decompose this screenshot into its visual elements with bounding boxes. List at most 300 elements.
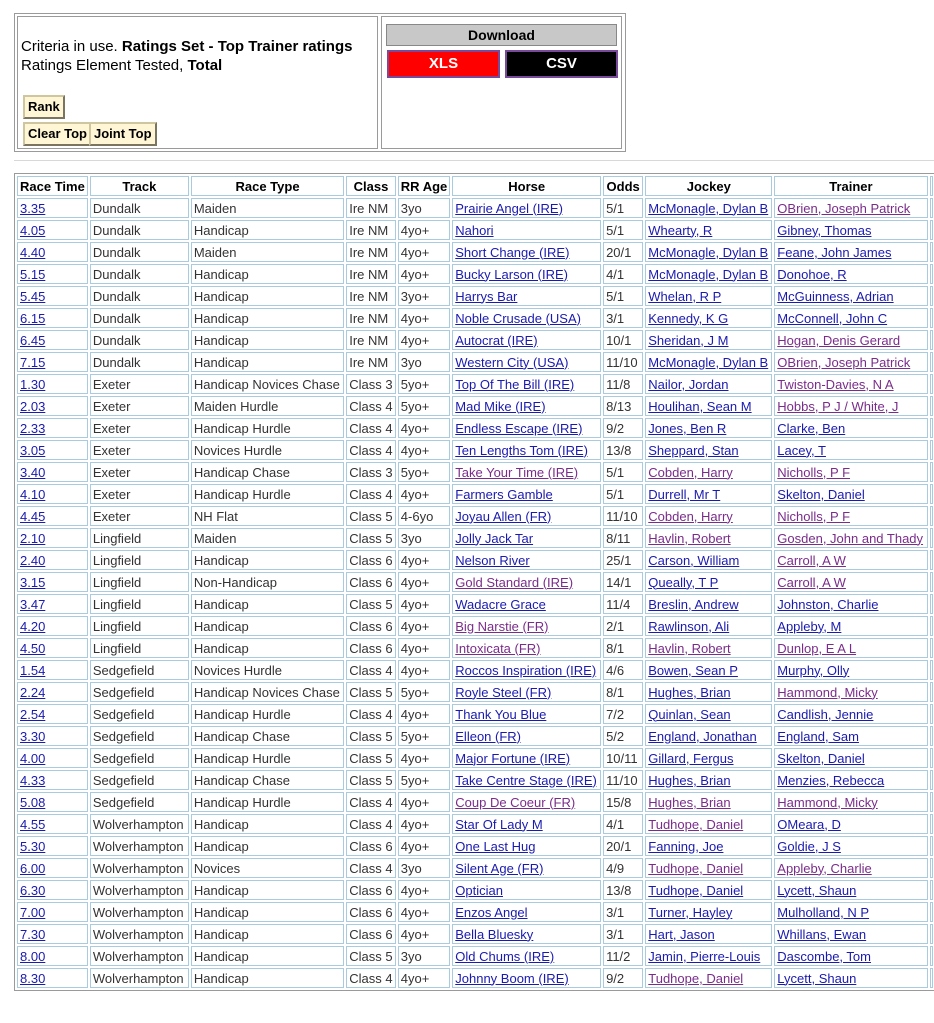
- cell-horse[interactable]: [452, 440, 601, 460]
- cell-trainer[interactable]: [774, 418, 927, 438]
- cell-race-time[interactable]: [17, 704, 88, 724]
- cell-race-time[interactable]: [17, 682, 88, 702]
- cell-horse[interactable]: [452, 396, 601, 416]
- cell-jockey[interactable]: [645, 220, 772, 240]
- trainer-link[interactable]: Whillans, Ewan: [777, 926, 867, 942]
- cell-trainer[interactable]: [774, 506, 927, 526]
- cell-jockey[interactable]: [645, 748, 772, 768]
- jockey-link[interactable]: Cobden, Harry: [648, 464, 733, 480]
- cell-jockey[interactable]: [645, 638, 772, 658]
- cell-trainer[interactable]: [774, 946, 927, 966]
- cell-horse[interactable]: [452, 924, 601, 944]
- cell-race-time[interactable]: [17, 594, 88, 614]
- cell-trainer[interactable]: [774, 924, 927, 944]
- rank-button[interactable]: Rank: [23, 95, 65, 119]
- col-header-odds[interactable]: Odds: [603, 176, 643, 196]
- jockey-link[interactable]: Tudhope, Daniel: [648, 860, 744, 876]
- cell-trainer[interactable]: [774, 220, 927, 240]
- trainer-link[interactable]: McConnell, John C: [777, 310, 888, 326]
- trainer-link[interactable]: Appleby, M: [777, 618, 842, 634]
- trainer-link[interactable]: Menzies, Rebecca: [777, 772, 885, 788]
- race-time-link[interactable]: 2.24: [20, 684, 46, 700]
- trainer-link[interactable]: Carroll, A W: [777, 574, 846, 590]
- cell-jockey[interactable]: [645, 528, 772, 548]
- cell-horse[interactable]: [452, 286, 601, 306]
- trainer-link[interactable]: Lacey, T: [777, 442, 826, 458]
- cell-jockey[interactable]: [645, 968, 772, 988]
- cell-race-time[interactable]: [17, 748, 88, 768]
- cell-horse[interactable]: [452, 594, 601, 614]
- trainer-link[interactable]: Hammond, Micky: [777, 684, 878, 700]
- cell-horse[interactable]: [452, 748, 601, 768]
- trainer-link[interactable]: Goldie, J S: [777, 838, 841, 854]
- race-time-link[interactable]: 6.30: [20, 882, 46, 898]
- cell-jockey[interactable]: [645, 418, 772, 438]
- horse-link[interactable]: Mad Mike (IRE): [455, 398, 546, 414]
- horse-link[interactable]: Farmers Gamble: [455, 486, 553, 502]
- jockey-link[interactable]: Havlin, Robert: [648, 530, 731, 546]
- clear-top-button[interactable]: Clear Top: [23, 122, 92, 146]
- horse-link[interactable]: Intoxicata (FR): [455, 640, 541, 656]
- trainer-link[interactable]: Donohoe, R: [777, 266, 847, 282]
- cell-jockey[interactable]: [645, 836, 772, 856]
- race-time-link[interactable]: 4.55: [20, 816, 46, 832]
- trainer-link[interactable]: Dascombe, Tom: [777, 948, 871, 964]
- cell-trainer[interactable]: [774, 616, 927, 636]
- col-header-race-type[interactable]: Race Type: [191, 176, 344, 196]
- cell-jockey[interactable]: [645, 792, 772, 812]
- trainer-link[interactable]: Appleby, Charlie: [777, 860, 872, 876]
- horse-link[interactable]: Joyau Allen (FR): [455, 508, 552, 524]
- cell-horse[interactable]: [452, 308, 601, 328]
- cell-jockey[interactable]: [645, 440, 772, 460]
- trainer-link[interactable]: Nicholls, P F: [777, 464, 851, 480]
- cell-jockey[interactable]: [645, 704, 772, 724]
- cell-horse[interactable]: [452, 242, 601, 262]
- horse-link[interactable]: Take Centre Stage (IRE): [455, 772, 597, 788]
- cell-jockey[interactable]: [645, 308, 772, 328]
- cell-jockey[interactable]: [645, 264, 772, 284]
- trainer-link[interactable]: Twiston-Davies, N A: [777, 376, 894, 392]
- cell-trainer[interactable]: [774, 814, 927, 834]
- cell-race-time[interactable]: [17, 396, 88, 416]
- cell-trainer[interactable]: [774, 902, 927, 922]
- horse-link[interactable]: Short Change (IRE): [455, 244, 570, 260]
- race-time-link[interactable]: 2.40: [20, 552, 46, 568]
- cell-jockey[interactable]: [645, 484, 772, 504]
- race-time-link[interactable]: 6.00: [20, 860, 46, 876]
- cell-horse[interactable]: [452, 374, 601, 394]
- jockey-link[interactable]: Jones, Ben R: [648, 420, 727, 436]
- cell-jockey[interactable]: [645, 858, 772, 878]
- cell-trainer[interactable]: [774, 748, 927, 768]
- jockey-link[interactable]: Nailor, Jordan: [648, 376, 729, 392]
- joint-top-button[interactable]: Joint Top: [89, 122, 157, 146]
- jockey-link[interactable]: Fanning, Joe: [648, 838, 724, 854]
- cell-trainer[interactable]: [774, 968, 927, 988]
- race-time-link[interactable]: 4.00: [20, 750, 46, 766]
- cell-trainer[interactable]: [774, 374, 927, 394]
- jockey-link[interactable]: Hart, Jason: [648, 926, 715, 942]
- horse-link[interactable]: Gold Standard (IRE): [455, 574, 574, 590]
- cell-horse[interactable]: [452, 616, 601, 636]
- race-time-link[interactable]: 8.00: [20, 948, 46, 964]
- cell-race-time[interactable]: [17, 264, 88, 284]
- cell-race-time[interactable]: [17, 814, 88, 834]
- cell-horse[interactable]: [452, 946, 601, 966]
- cell-race-time[interactable]: [17, 418, 88, 438]
- race-time-link[interactable]: 3.30: [20, 728, 46, 744]
- cell-jockey[interactable]: [645, 946, 772, 966]
- cell-trainer[interactable]: [774, 308, 927, 328]
- horse-link[interactable]: Roccos Inspiration (IRE): [455, 662, 597, 678]
- race-time-link[interactable]: 3.40: [20, 464, 46, 480]
- xls-download-button[interactable]: XLS: [387, 50, 500, 78]
- race-time-link[interactable]: 3.05: [20, 442, 46, 458]
- horse-link[interactable]: Major Fortune (IRE): [455, 750, 571, 766]
- horse-link[interactable]: Noble Crusade (USA): [455, 310, 581, 326]
- cell-race-time[interactable]: [17, 484, 88, 504]
- cell-jockey[interactable]: [645, 242, 772, 262]
- trainer-link[interactable]: Hobbs, P J / White, J: [777, 398, 899, 414]
- jockey-link[interactable]: McMonagle, Dylan B: [648, 244, 769, 260]
- col-header-track[interactable]: Track: [90, 176, 189, 196]
- cell-race-time[interactable]: [17, 836, 88, 856]
- trainer-link[interactable]: Hammond, Micky: [777, 794, 878, 810]
- race-time-link[interactable]: 3.35: [20, 200, 46, 216]
- cell-trainer[interactable]: [774, 638, 927, 658]
- race-time-link[interactable]: 5.08: [20, 794, 46, 810]
- cell-race-time[interactable]: [17, 198, 88, 218]
- col-header-trainer[interactable]: Trainer: [774, 176, 927, 196]
- jockey-link[interactable]: Sheridan, J M: [648, 332, 729, 348]
- horse-link[interactable]: Wadacre Grace: [455, 596, 546, 612]
- horse-link[interactable]: Optician: [455, 882, 503, 898]
- race-time-link[interactable]: 4.33: [20, 772, 46, 788]
- cell-race-time[interactable]: [17, 572, 88, 592]
- cell-trainer[interactable]: [774, 792, 927, 812]
- jockey-link[interactable]: Kennedy, K G: [648, 310, 729, 326]
- horse-link[interactable]: Ten Lengths Tom (IRE): [455, 442, 588, 458]
- jockey-link[interactable]: Durrell, Mr T: [648, 486, 721, 502]
- race-time-link[interactable]: 4.10: [20, 486, 46, 502]
- trainer-link[interactable]: Mulholland, N P: [777, 904, 870, 920]
- cell-jockey[interactable]: [645, 770, 772, 790]
- cell-race-time[interactable]: [17, 616, 88, 636]
- race-time-link[interactable]: 4.20: [20, 618, 46, 634]
- cell-race-time[interactable]: [17, 286, 88, 306]
- race-time-link[interactable]: 2.54: [20, 706, 46, 722]
- race-time-link[interactable]: 8.30: [20, 970, 46, 986]
- jockey-link[interactable]: Tudhope, Daniel: [648, 882, 744, 898]
- jockey-link[interactable]: Carson, William: [648, 552, 740, 568]
- trainer-link[interactable]: Clarke, Ben: [777, 420, 846, 436]
- jockey-link[interactable]: Tudhope, Daniel: [648, 970, 744, 986]
- cell-race-time[interactable]: [17, 638, 88, 658]
- race-time-link[interactable]: 5.15: [20, 266, 46, 282]
- horse-link[interactable]: Jolly Jack Tar: [455, 530, 534, 546]
- horse-link[interactable]: Coup De Coeur (FR): [455, 794, 576, 810]
- trainer-link[interactable]: Skelton, Daniel: [777, 750, 865, 766]
- cell-jockey[interactable]: [645, 616, 772, 636]
- horse-link[interactable]: Johnny Boom (IRE): [455, 970, 569, 986]
- race-time-link[interactable]: 7.15: [20, 354, 46, 370]
- cell-horse[interactable]: [452, 330, 601, 350]
- jockey-link[interactable]: Tudhope, Daniel: [648, 816, 744, 832]
- cell-jockey[interactable]: [645, 660, 772, 680]
- cell-race-time[interactable]: [17, 924, 88, 944]
- cell-trainer[interactable]: [774, 858, 927, 878]
- cell-race-time[interactable]: [17, 220, 88, 240]
- cell-race-time[interactable]: [17, 352, 88, 372]
- col-header-jockey[interactable]: Jockey: [645, 176, 772, 196]
- cell-horse[interactable]: [452, 462, 601, 482]
- horse-link[interactable]: Autocrat (IRE): [455, 332, 538, 348]
- horse-link[interactable]: Star Of Lady M: [455, 816, 543, 832]
- cell-horse[interactable]: [452, 198, 601, 218]
- cell-horse[interactable]: [452, 550, 601, 570]
- jockey-link[interactable]: England, Jonathan: [648, 728, 757, 744]
- cell-horse[interactable]: [452, 968, 601, 988]
- cell-race-time[interactable]: [17, 660, 88, 680]
- cell-horse[interactable]: [452, 638, 601, 658]
- cell-jockey[interactable]: [645, 286, 772, 306]
- horse-link[interactable]: Elleon (FR): [455, 728, 522, 744]
- race-time-link[interactable]: 4.50: [20, 640, 46, 656]
- horse-link[interactable]: One Last Hug: [455, 838, 536, 854]
- horse-link[interactable]: Prairie Angel (IRE): [455, 200, 563, 216]
- cell-jockey[interactable]: [645, 198, 772, 218]
- col-header-rr-age[interactable]: RR Age: [398, 176, 450, 196]
- cell-jockey[interactable]: [645, 506, 772, 526]
- cell-trainer[interactable]: [774, 440, 927, 460]
- jockey-link[interactable]: Hughes, Brian: [648, 794, 731, 810]
- cell-horse[interactable]: [452, 660, 601, 680]
- race-time-link[interactable]: 2.33: [20, 420, 46, 436]
- race-time-link[interactable]: 3.15: [20, 574, 46, 590]
- cell-trainer[interactable]: [774, 484, 927, 504]
- trainer-link[interactable]: McGuinness, Adrian: [777, 288, 894, 304]
- jockey-link[interactable]: Hughes, Brian: [648, 684, 731, 700]
- cell-trainer[interactable]: [774, 462, 927, 482]
- cell-horse[interactable]: [452, 418, 601, 438]
- cell-horse[interactable]: [452, 572, 601, 592]
- jockey-link[interactable]: McMonagle, Dylan B: [648, 266, 769, 282]
- jockey-link[interactable]: McMonagle, Dylan B: [648, 200, 769, 216]
- horse-link[interactable]: Harrys Bar: [455, 288, 518, 304]
- cell-jockey[interactable]: [645, 880, 772, 900]
- col-header-race-time[interactable]: Race Time: [17, 176, 88, 196]
- jockey-link[interactable]: Bowen, Sean P: [648, 662, 738, 678]
- cell-race-time[interactable]: [17, 792, 88, 812]
- col-header-horse[interactable]: Horse: [452, 176, 601, 196]
- race-time-link[interactable]: 6.45: [20, 332, 46, 348]
- cell-horse[interactable]: [452, 220, 601, 240]
- trainer-link[interactable]: Feane, John James: [777, 244, 892, 260]
- horse-link[interactable]: Enzos Angel: [455, 904, 528, 920]
- trainer-link[interactable]: Carroll, A W: [777, 552, 846, 568]
- cell-horse[interactable]: [452, 264, 601, 284]
- jockey-link[interactable]: Sheppard, Stan: [648, 442, 739, 458]
- cell-race-time[interactable]: [17, 968, 88, 988]
- cell-jockey[interactable]: [645, 814, 772, 834]
- cell-jockey[interactable]: [645, 726, 772, 746]
- cell-horse[interactable]: [452, 858, 601, 878]
- cell-jockey[interactable]: [645, 462, 772, 482]
- horse-link[interactable]: Take Your Time (IRE): [455, 464, 579, 480]
- jockey-link[interactable]: Havlin, Robert: [648, 640, 731, 656]
- cell-jockey[interactable]: [645, 352, 772, 372]
- cell-trainer[interactable]: [774, 726, 927, 746]
- horse-link[interactable]: Bella Bluesky: [455, 926, 534, 942]
- cell-race-time[interactable]: [17, 880, 88, 900]
- cell-horse[interactable]: [452, 880, 601, 900]
- cell-horse[interactable]: [452, 726, 601, 746]
- trainer-link[interactable]: OBrien, Joseph Patrick: [777, 354, 911, 370]
- cell-jockey[interactable]: [645, 374, 772, 394]
- cell-trainer[interactable]: [774, 352, 927, 372]
- col-header-class[interactable]: Class: [346, 176, 396, 196]
- cell-trainer[interactable]: [774, 770, 927, 790]
- jockey-link[interactable]: Jamin, Pierre-Louis: [648, 948, 761, 964]
- cell-trainer[interactable]: [774, 836, 927, 856]
- cell-jockey[interactable]: [645, 572, 772, 592]
- race-time-link[interactable]: 7.00: [20, 904, 46, 920]
- trainer-link[interactable]: Lycett, Shaun: [777, 882, 857, 898]
- cell-trainer[interactable]: [774, 594, 927, 614]
- trainer-link[interactable]: Candlish, Jennie: [777, 706, 874, 722]
- cell-horse[interactable]: [452, 836, 601, 856]
- cell-race-time[interactable]: [17, 550, 88, 570]
- horse-link[interactable]: Western City (USA): [455, 354, 569, 370]
- horse-link[interactable]: Royle Steel (FR): [455, 684, 552, 700]
- trainer-link[interactable]: Lycett, Shaun: [777, 970, 857, 986]
- race-time-link[interactable]: 1.30: [20, 376, 46, 392]
- trainer-link[interactable]: England, Sam: [777, 728, 859, 744]
- jockey-link[interactable]: Rawlinson, Ali: [648, 618, 730, 634]
- race-time-link[interactable]: 6.15: [20, 310, 46, 326]
- cell-horse[interactable]: [452, 528, 601, 548]
- jockey-link[interactable]: Breslin, Andrew: [648, 596, 739, 612]
- jockey-link[interactable]: Cobden, Harry: [648, 508, 733, 524]
- cell-trainer[interactable]: [774, 880, 927, 900]
- horse-link[interactable]: Big Narstie (FR): [455, 618, 549, 634]
- cell-race-time[interactable]: [17, 902, 88, 922]
- race-time-link[interactable]: 4.45: [20, 508, 46, 524]
- cell-jockey[interactable]: [645, 902, 772, 922]
- race-time-link[interactable]: 7.30: [20, 926, 46, 942]
- horse-link[interactable]: Bucky Larson (IRE): [455, 266, 568, 282]
- trainer-link[interactable]: Murphy, Olly: [777, 662, 850, 678]
- jockey-link[interactable]: McMonagle, Dylan B: [648, 354, 769, 370]
- cell-jockey[interactable]: [645, 682, 772, 702]
- race-time-link[interactable]: 3.47: [20, 596, 46, 612]
- horse-link[interactable]: Nahori: [455, 222, 494, 238]
- race-time-link[interactable]: 2.03: [20, 398, 46, 414]
- race-time-link[interactable]: 4.40: [20, 244, 46, 260]
- race-time-link[interactable]: 5.30: [20, 838, 46, 854]
- horse-link[interactable]: Silent Age (FR): [455, 860, 544, 876]
- jockey-link[interactable]: Queally, T P: [648, 574, 719, 590]
- cell-trainer[interactable]: [774, 704, 927, 724]
- cell-trainer[interactable]: [774, 242, 927, 262]
- jockey-link[interactable]: Houlihan, Sean M: [648, 398, 752, 414]
- cell-race-time[interactable]: [17, 462, 88, 482]
- jockey-link[interactable]: Whearty, R: [648, 222, 713, 238]
- cell-race-time[interactable]: [17, 528, 88, 548]
- cell-race-time[interactable]: [17, 726, 88, 746]
- cell-trainer[interactable]: [774, 550, 927, 570]
- jockey-link[interactable]: Turner, Hayley: [648, 904, 733, 920]
- cell-horse[interactable]: [452, 814, 601, 834]
- horse-link[interactable]: Top Of The Bill (IRE): [455, 376, 575, 392]
- jockey-link[interactable]: Gillard, Fergus: [648, 750, 734, 766]
- cell-jockey[interactable]: [645, 594, 772, 614]
- race-time-link[interactable]: 5.45: [20, 288, 46, 304]
- cell-horse[interactable]: [452, 902, 601, 922]
- race-time-link[interactable]: 2.10: [20, 530, 46, 546]
- trainer-link[interactable]: Nicholls, P F: [777, 508, 851, 524]
- race-time-link[interactable]: 1.54: [20, 662, 46, 678]
- cell-trainer[interactable]: [774, 528, 927, 548]
- csv-download-button[interactable]: CSV: [505, 50, 618, 78]
- trainer-link[interactable]: Gibney, Thomas: [777, 222, 872, 238]
- cell-horse[interactable]: [452, 506, 601, 526]
- cell-trainer[interactable]: [774, 572, 927, 592]
- cell-race-time[interactable]: [17, 330, 88, 350]
- cell-horse[interactable]: [452, 792, 601, 812]
- cell-horse[interactable]: [452, 682, 601, 702]
- cell-trainer[interactable]: [774, 682, 927, 702]
- trainer-link[interactable]: Skelton, Daniel: [777, 486, 865, 502]
- cell-trainer[interactable]: [774, 330, 927, 350]
- cell-race-time[interactable]: [17, 440, 88, 460]
- cell-trainer[interactable]: [774, 396, 927, 416]
- cell-jockey[interactable]: [645, 330, 772, 350]
- cell-race-time[interactable]: [17, 242, 88, 262]
- cell-horse[interactable]: [452, 352, 601, 372]
- horse-link[interactable]: Endless Escape (IRE): [455, 420, 583, 436]
- cell-jockey[interactable]: [645, 550, 772, 570]
- cell-race-time[interactable]: [17, 506, 88, 526]
- cell-horse[interactable]: [452, 484, 601, 504]
- cell-jockey[interactable]: [645, 396, 772, 416]
- cell-race-time[interactable]: [17, 308, 88, 328]
- cell-horse[interactable]: [452, 704, 601, 724]
- cell-race-time[interactable]: [17, 858, 88, 878]
- cell-race-time[interactable]: [17, 946, 88, 966]
- trainer-link[interactable]: Dunlop, E A L: [777, 640, 857, 656]
- cell-trainer[interactable]: [774, 198, 927, 218]
- cell-trainer[interactable]: [774, 264, 927, 284]
- trainer-link[interactable]: Johnston, Charlie: [777, 596, 879, 612]
- horse-link[interactable]: Thank You Blue: [455, 706, 547, 722]
- cell-trainer[interactable]: [774, 660, 927, 680]
- trainer-link[interactable]: OBrien, Joseph Patrick: [777, 200, 911, 216]
- cell-horse[interactable]: [452, 770, 601, 790]
- trainer-link[interactable]: OMeara, D: [777, 816, 841, 832]
- horse-link[interactable]: Old Chums (IRE): [455, 948, 555, 964]
- trainer-link[interactable]: Hogan, Denis Gerard: [777, 332, 901, 348]
- cell-trainer[interactable]: [774, 286, 927, 306]
- jockey-link[interactable]: Hughes, Brian: [648, 772, 731, 788]
- horse-link[interactable]: Nelson River: [455, 552, 530, 568]
- trainer-link[interactable]: Gosden, John and Thady: [777, 530, 924, 546]
- jockey-link[interactable]: Whelan, R P: [648, 288, 722, 304]
- race-time-link[interactable]: 4.05: [20, 222, 46, 238]
- cell-jockey[interactable]: [645, 924, 772, 944]
- cell-race-time[interactable]: [17, 770, 88, 790]
